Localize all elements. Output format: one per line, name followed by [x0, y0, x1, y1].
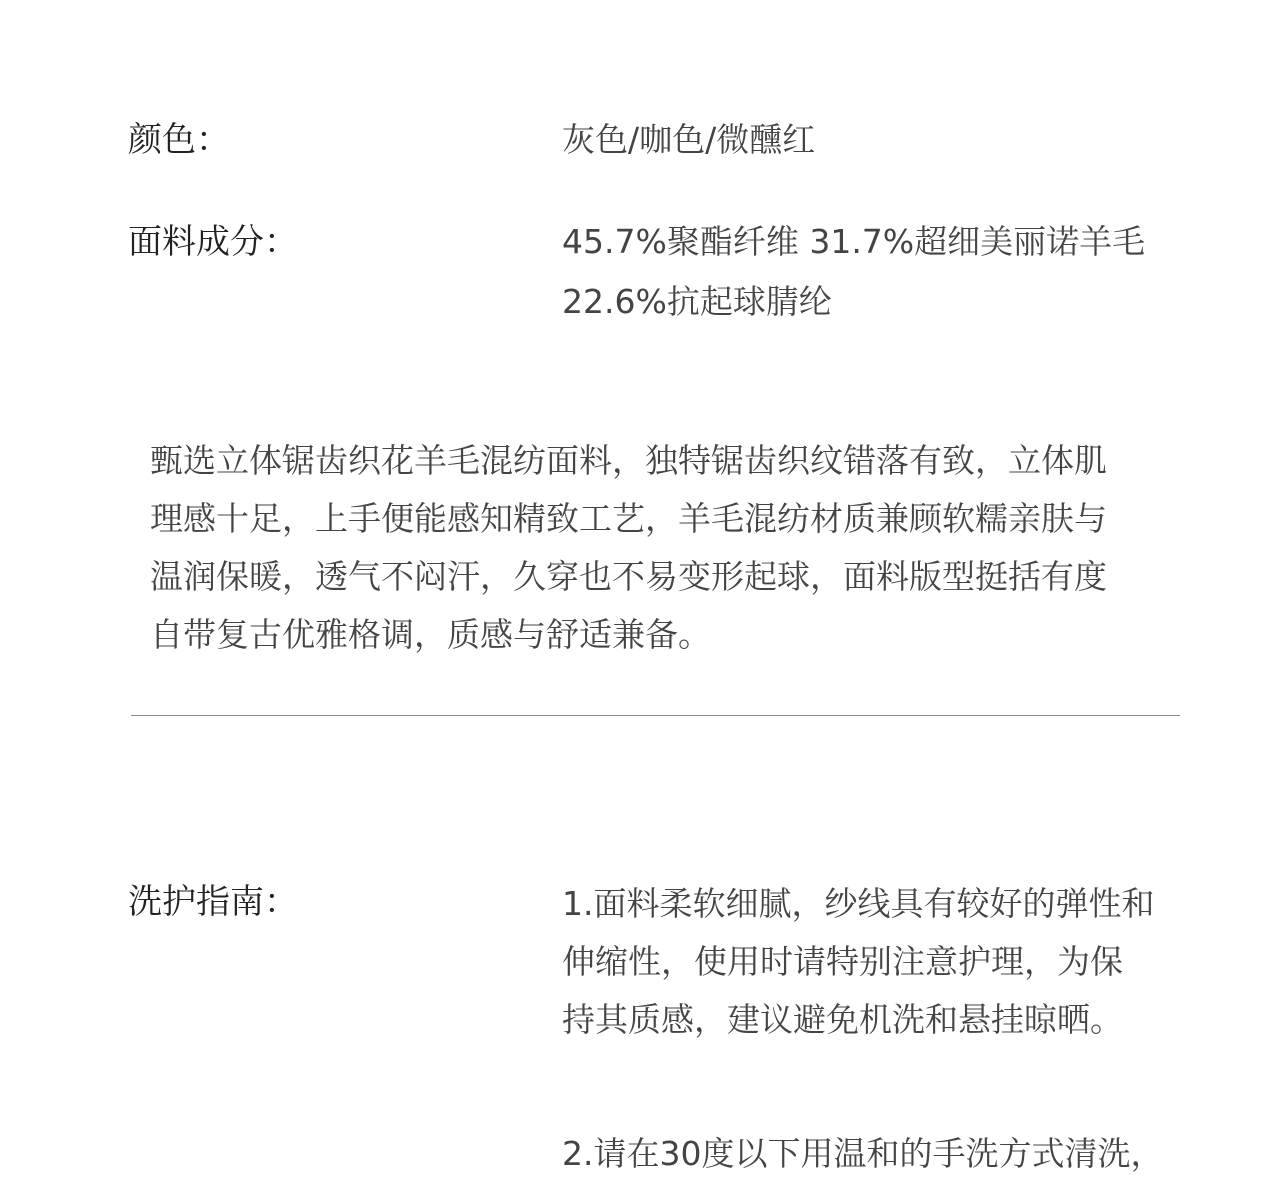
- care-item-1: [562, 875, 1155, 1049]
- section-divider: [131, 715, 1180, 716]
- color-value-text: 灰色/咖色/微醺红: [562, 120, 816, 159]
- description-line-3: 温润保暖，透气不闷汗，久穿也不易变形起球，面料版型挺括有度: [150, 557, 1107, 596]
- fabric-line-1: 45.7%聚酯纤维 31.7%超细美丽诺羊毛: [562, 222, 1146, 261]
- description-line-1: 甄选立体锯齿织花羊毛混纺面料，独特锯齿织纹错落有致，立体肌: [150, 441, 1107, 480]
- care-item-2-line-1: 2.请在30度以下用温和的手洗方式清洗，: [562, 1134, 1164, 1173]
- care-label: 洗护指南：: [128, 882, 298, 922]
- fabric-label: 面料成分：: [128, 222, 298, 262]
- fabric-description: [150, 432, 1190, 664]
- description-line-4: 自带复古优雅格调，质感与舒适兼备。: [150, 615, 711, 654]
- description-line-2: 理感十足，上手便能感知精致工艺，羊毛混纺材质兼顾软糯亲肤与: [150, 499, 1107, 538]
- fabric-value: [562, 212, 1145, 332]
- care-item-2: [562, 1125, 1163, 1183]
- fabric-line-2: 22.6%抗起球腈纶: [562, 282, 832, 321]
- care-item-1-line-3: 持其质感，建议避免机洗和悬挂晾晒。: [562, 1000, 1123, 1039]
- color-label: 颜色：: [128, 120, 230, 160]
- care-item-1-line-2: 伸缩性，使用时请特别注意护理，为保: [562, 942, 1123, 981]
- color-value: [562, 110, 815, 170]
- care-item-1-line-1: 1.面料柔软细腻，纱线具有较好的弹性和: [562, 884, 1155, 923]
